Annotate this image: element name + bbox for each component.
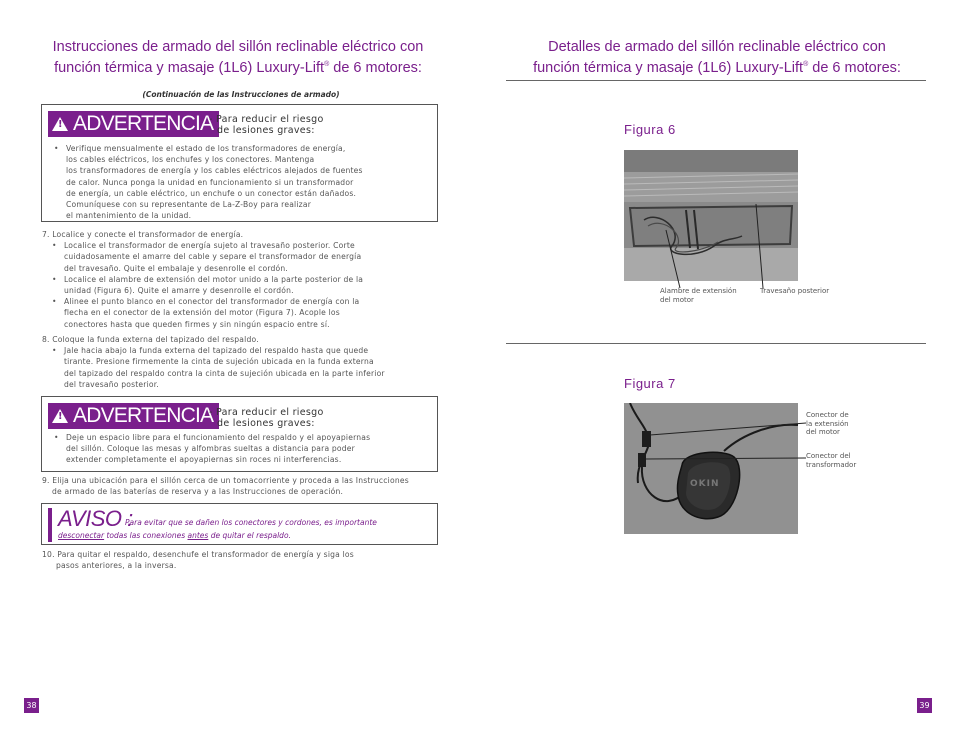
aviso-box xyxy=(41,503,438,545)
page-number-left: 38 xyxy=(24,698,39,713)
figure-6-leader-lines xyxy=(624,150,798,290)
step-9: 9. Elija una ubicación para el sillón cerca de un tomacorriente y proceda a las Instrucciones de armado de las baterías de reserva y a las Instrucciones de operación. xyxy=(42,476,409,497)
step-7-bullet-3: • Alinee el punto blanco en el conector del transformador de energía con la flecha en el conector de la extensión del motor (Figura 7). Acople los conectores hasta que queden firmes y sin ningún espacio entre sí. xyxy=(52,296,442,330)
device-brand-text: OKIN xyxy=(690,479,720,489)
warning-triangle-icon xyxy=(52,409,68,423)
step-8 xyxy=(42,334,442,390)
left-page-title xyxy=(18,38,458,77)
step-10: 10. Para quitar el respaldo, desenchufe el transformador de energía y siga los pasos anteriores, a la inversa. xyxy=(42,550,354,571)
left-title-line2: función térmica y masaje (1L6) Luxury-Lift® de 6 motores: xyxy=(54,59,422,76)
step-8-bullet-1: • Jale hacia abajo la funda externa del tapizado del respaldo hasta que quede tirante. Presione firmemente la cinta de sujeción ubicada en la funda externa del tapizado del respaldo contra la cinta de sujeción ubicada en la parte inferior del travesaño posterior. xyxy=(52,345,442,390)
warning-box-1 xyxy=(41,104,438,222)
figure-7-label: Figura 7 xyxy=(624,376,676,391)
continuation-note: (Continuación de las Instrucciones de armado) xyxy=(142,90,340,99)
warning-1-bullet: • Verifique mensualmente el estado de los transformadores de energía, los cables eléctricos, los enchufes y los conectores. Mantenga los transformadores de energía y los cables eléctricos alejados de fuentes de calor. Nunca ponga la unidad en funcionamiento si un transformador de energía, un cable eléctrico, un enchufe o un conector están dañados. Comuníquese con su representante de La-Z-Boy para realizar el mantenimiento de la unidad. xyxy=(54,143,438,221)
figure-6-caption-left: Alambre de extensión del motor xyxy=(660,287,737,304)
figure-7-caption-top: Conector de la extensión del motor xyxy=(806,411,849,436)
right-page-title xyxy=(497,38,937,77)
step-8-heading: 8. Coloque la funda externa del tapizado del respaldo. xyxy=(42,335,259,344)
aviso-text-1: Para evitar que se dañen los conectores y cordones, es importante xyxy=(125,518,377,527)
step-7-heading: 7. Localice y conecte el transformador de energía. xyxy=(42,230,244,239)
step-7-bullet-2: • Localice el alambre de extensión del motor unido a la parte posterior de la unidad (Figura 6). Quite el amarre y desenrolle el cordón. xyxy=(52,274,442,296)
step-7 xyxy=(42,229,442,330)
step-7-bullet-1: • Localice el transformador de energía sujeto al travesaño posterior. Corte cuidadosamente el amarre del cable y separe el transformador de energía del travesaño. Quite el embalaje y desenrolle el cordón. xyxy=(52,240,442,274)
aviso-text-2: desconectar todas las conexiones antes de quitar el respaldo. xyxy=(58,531,291,540)
divider-top xyxy=(506,80,926,81)
warning-subtitle: - Para reducir el riesgo de lesiones graves: xyxy=(209,114,324,136)
warning-triangle-icon xyxy=(52,117,68,131)
page-number-right: 39 xyxy=(917,698,932,713)
left-title-line1: Instrucciones de armado del sillón reclinable eléctrico con xyxy=(52,39,424,55)
warning-box-2 xyxy=(41,396,438,472)
right-title-line2: función térmica y masaje (1L6) Luxury-Lift® de 6 motores: xyxy=(533,59,901,76)
warning-badge-label: ADVERTENCIA xyxy=(73,112,214,135)
aviso-bar xyxy=(48,508,52,542)
divider-middle xyxy=(506,343,926,344)
figure-7-caption-bottom: Conector del transformador xyxy=(806,452,857,469)
warning-2-subtitle: - Para reducir el riesgo de lesiones graves: xyxy=(209,407,324,429)
warning-badge xyxy=(48,111,219,137)
aviso-label: AVISO : xyxy=(58,506,133,531)
warning-badge-2 xyxy=(48,403,219,429)
figure-6-caption-right: Travesaño posterior xyxy=(760,287,830,295)
right-title-line1: Detalles de armado del sillón reclinable eléctrico con xyxy=(548,39,886,55)
figure-6-label: Figura 6 xyxy=(624,122,676,137)
figure-7-leader-lines xyxy=(624,403,806,534)
warning-badge-label: ADVERTENCIA xyxy=(73,404,214,427)
warning-2-bullet: • Deje un espacio libre para el funcionamiento del respaldo y el apoyapiernas del sillón. Coloque las mesas y alfombras sueltas a distancia para poder extender completamente el apoyapiernas sin roces ni interferencias. xyxy=(54,432,446,466)
